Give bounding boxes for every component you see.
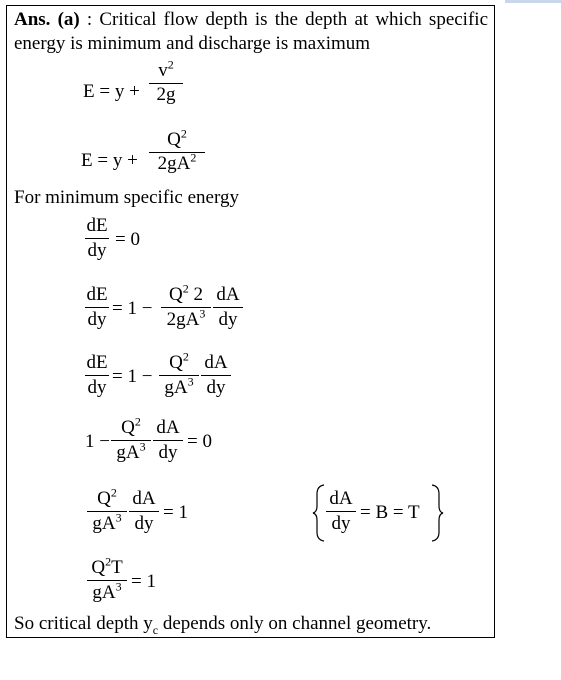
eq8-num: Q [91, 557, 106, 578]
eq4-num: dE [86, 284, 108, 305]
eq4-num2-exp: 2 [182, 281, 189, 296]
eq7-fraction-da [129, 489, 159, 537]
eq7-num2-exp: 2 [110, 485, 117, 500]
eq5-den2: gA [164, 377, 188, 398]
eq7-den2: gA [92, 513, 116, 534]
eq7-side-rhs: = B = T [360, 502, 420, 523]
eq5-fraction-da [201, 353, 231, 401]
eq2-num: Q [167, 129, 181, 150]
eq3-den: dy [87, 240, 107, 261]
eq6-den2: gA [116, 442, 140, 463]
eq7-fraction-q [87, 485, 127, 537]
intro-text: : Critical flow depth is the depth at which specific energy is minimum and discharge is maximum [14, 9, 488, 54]
eq7-den2-exp: 3 [115, 510, 122, 525]
eq6-num2-exp: 2 [134, 414, 141, 429]
eq5-mid: = 1 − [112, 366, 153, 387]
eq7-side-den: dy [331, 513, 351, 534]
eq1-num-exp: 2 [167, 57, 174, 72]
eq4-den: dy [87, 309, 107, 330]
eq6-rhs: = 0 [187, 431, 212, 452]
eq8-rhs: = 1 [131, 571, 156, 592]
eq6-fraction-q [111, 414, 151, 466]
eq5-num2-exp: 2 [182, 349, 189, 364]
answer-box [6, 5, 495, 638]
eq4-num3: dA [216, 284, 240, 305]
eq4-fraction-q [161, 281, 211, 333]
eq4-den2-exp: 3 [199, 306, 206, 321]
top-accent-line [505, 0, 561, 3]
eq8-den: gA [92, 582, 116, 603]
eq3-rhs: = 0 [115, 229, 140, 250]
eq8-num-tail: T [111, 557, 123, 578]
conclusion-pre: So critical depth y [14, 613, 153, 634]
eq1-den: 2g [156, 84, 176, 105]
conclusion-post: depends only on channel geometry. [158, 613, 432, 634]
eq6-den3: dy [158, 442, 178, 463]
eq8-den-exp: 3 [115, 579, 122, 594]
eq7-side-num: dA [329, 488, 353, 509]
eq2-fraction [149, 126, 205, 176]
eq6-fraction-da [153, 418, 183, 466]
eq8-fraction [87, 554, 127, 606]
eq5-den2-exp: 3 [187, 374, 194, 389]
eq7-den3: dy [134, 513, 154, 534]
eq7-side-fraction [326, 489, 356, 537]
eq6-num3: dA [156, 417, 180, 438]
eq5-num3: dA [204, 352, 228, 373]
eq1-lhs: E = y + [83, 81, 140, 102]
eq5-fraction [85, 353, 109, 401]
eq7-num2: Q [97, 488, 111, 509]
eq6-den2-exp: 3 [139, 439, 146, 454]
eq5-den: dy [87, 377, 107, 398]
eq3-num: dE [86, 215, 108, 236]
eq1-fraction [149, 57, 183, 105]
eq8-num-exp: 2 [105, 554, 112, 569]
eq4-den3: dy [218, 309, 238, 330]
eq2-den-exp: 2 [190, 150, 197, 165]
eq7-rhs: = 1 [163, 502, 188, 523]
eq4-fraction [85, 285, 109, 333]
eq3-fraction [85, 216, 109, 264]
eq5-num: dE [86, 352, 108, 373]
eq4-mid: = 1 − [112, 298, 153, 319]
conclusion-text [14, 613, 431, 635]
eq2-den: 2gA [157, 153, 191, 174]
eq4-num2-tail: 2 [188, 284, 203, 305]
answer-label: Ans. (a) [14, 9, 80, 30]
eq5-num2: Q [169, 352, 183, 373]
eq6-lhs: 1 − [85, 431, 110, 452]
eq7-num3: dA [132, 488, 156, 509]
eq2-lhs: E = y + [81, 150, 138, 171]
eq6-num2: Q [121, 417, 135, 438]
right-brace-icon [430, 484, 444, 542]
eq4-fraction-da [213, 285, 243, 333]
for-minimum-text: For minimum specific energy [14, 187, 239, 208]
eq4-den2: 2gA [166, 309, 200, 330]
left-brace-icon [312, 484, 326, 542]
intro-paragraph [14, 8, 488, 56]
eq5-fraction-q [159, 349, 199, 401]
eq2-num-exp: 2 [180, 126, 187, 141]
eq4-num2: Q [169, 284, 183, 305]
eq5-den3: dy [206, 377, 226, 398]
conclusion-sub: c [152, 622, 159, 637]
eq1-num: v [158, 60, 168, 81]
